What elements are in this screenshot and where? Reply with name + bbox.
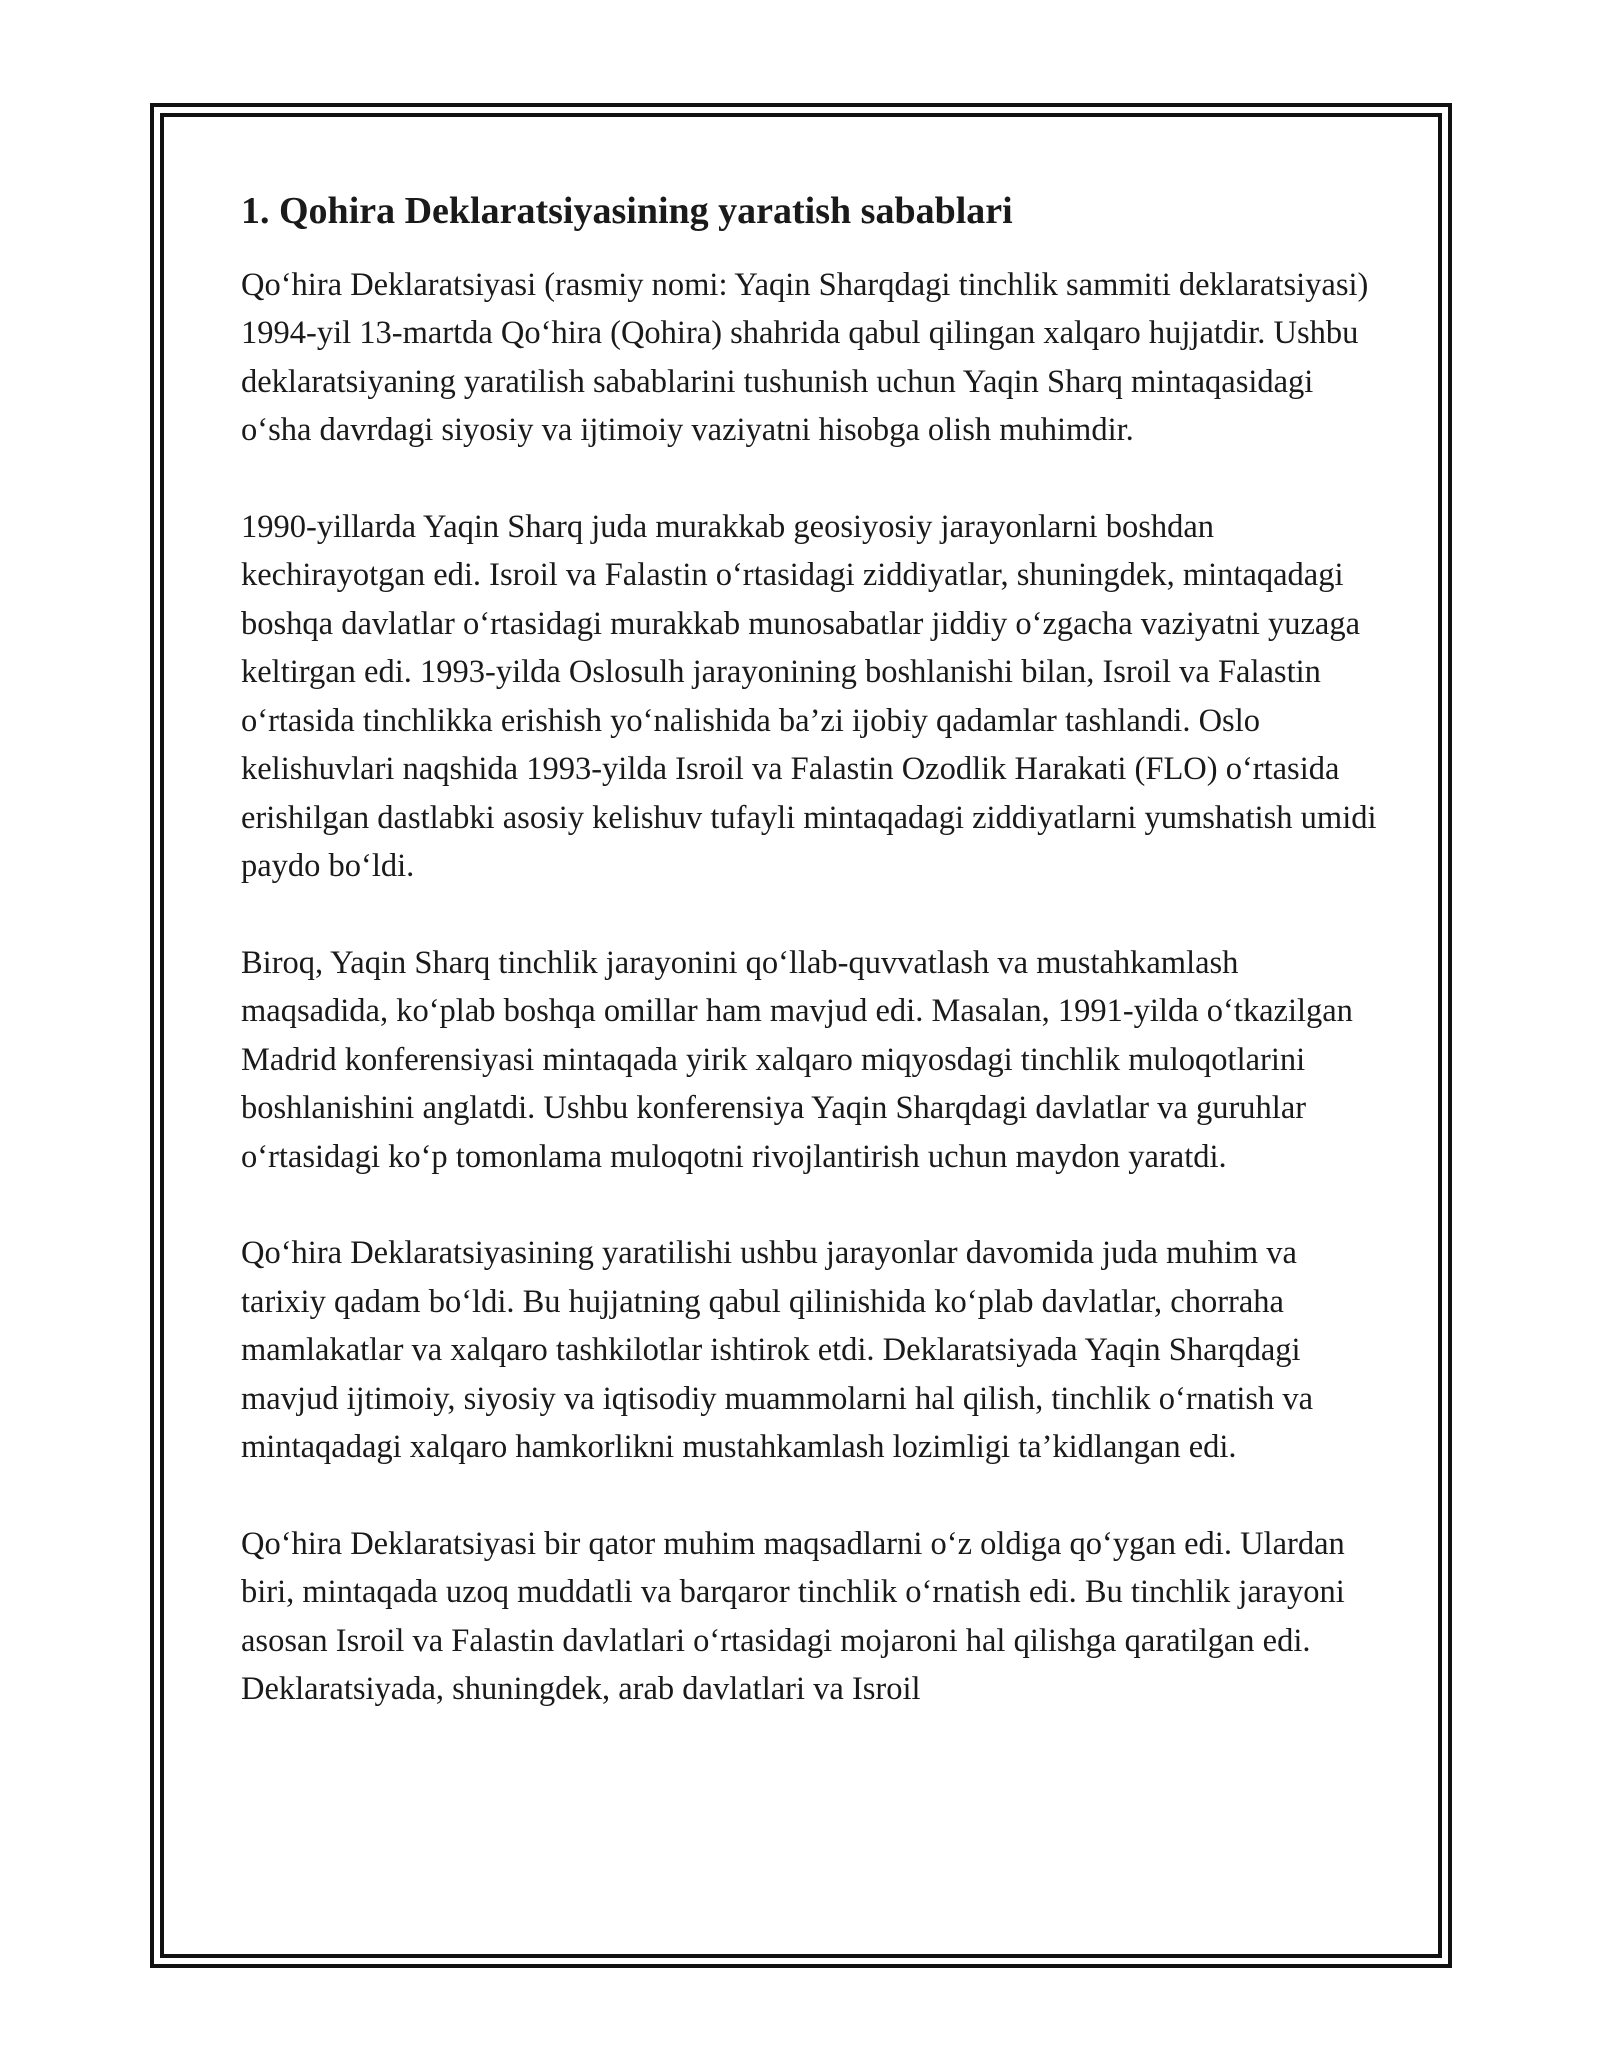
paragraph-4: Qo‘hira Deklaratsiyasining yaratilishi ushbu jarayonlar davomida juda muhim va tarixiy qadam bo‘ldi. Bu hujjatning qabul qilinishida ko‘plab davlatlar, chorraha mamlakatlar va xalqaro tashkilotlar ishtirok etdi. Deklaratsiyada Yaqin Sharqdagi mavjud ijtimoiy, siyosiy va iqtisodiy muammolarni hal qilish, tinchlik o‘rnatish va mintaqadagi xalqaro hamkorlikni mustahkamlash lozimligi ta’kidlangan edi. <box>241 1235 1314 1466</box>
section-heading: 1. Qohira Deklaratsiyasining yaratish sabablari <box>241 190 1013 232</box>
document-body <box>241 189 1381 1714</box>
page-border-outer <box>150 103 1452 1968</box>
page-border-inner <box>160 113 1442 1958</box>
paragraph-1: Qo‘hira Deklaratsiyasi (rasmiy nomi: Yaqin Sharqdagi tinchlik sammiti deklaratsiyasi) 1994-yil 13-martda Qo‘hira (Qohira) shahrida qabul qilingan xalqaro hujjatdir. Ushbu deklaratsiyaning yaratilish sabablarini tushunish uchun Yaqin Sharq mintaqasidagi o‘sha davrdagi siyosiy va ijtimoiy vaziyatni hisobga olish muhimdir. <box>241 266 1369 449</box>
paragraph-3: Biroq, Yaqin Sharq tinchlik jarayonini qo‘llab-quvvatlash va mustahkamlash maqsadida, ko‘plab boshqa omillar ham mavjud edi. Masalan, 1991-yilda o‘tkazilgan Madrid konferensiyasi mintaqada yirik xalqaro miqyosdagi tinchlik muloqotlarini boshlanishini anglatdi. Ushbu konferensiya Yaqin Sharqdagi davlatlar va guruhlar o‘rtasidagi ko‘p tomonlama muloqotni rivojlantirish uchun maydon yaratdi. <box>241 944 1353 1175</box>
paragraph-2: 1990-yillarda Yaqin Sharq juda murakkab geosiyosiy jarayonlarni boshdan kechirayotgan edi. Isroil va Falastin o‘rtasidagi ziddiyatlar, shuningdek, mintaqadagi boshqa davlatlar o‘rtasidagi murakkab munosabatlar jiddiy o‘zgacha vaziyatni yuzaga keltirgan edi. 1993-yilda Oslosulh jarayonining boshlanishi bilan, Isroil va Falastin o‘rtasida tinchlikka erishish yo‘nalishida ba’zi ijobiy qadamlar tashlandi. Oslo kelishuvlari naqshida 1993-yilda Isroil va Falastin Ozodlik Harakati (FLO) o‘rtasida erishilgan dastlabki asosiy kelishuv tufayli mintaqadagi ziddiyatlarni yumshatish umidi paydo bo‘ldi. <box>241 508 1377 885</box>
paragraph-5: Qo‘hira Deklaratsiyasi bir qator muhim maqsadlarni o‘z oldiga qo‘ygan edi. Ulardan biri, mintaqada uzoq muddatli va barqaror tinchlik o‘rnatish edi. Bu tinchlik jarayoni asosan Isroil va Falastin davlatlari o‘rtasidagi mojaroni hal qilishga qaratilgan edi. Deklaratsiyada, shuningdek, arab davlatlari va Isroil <box>241 1525 1345 1708</box>
